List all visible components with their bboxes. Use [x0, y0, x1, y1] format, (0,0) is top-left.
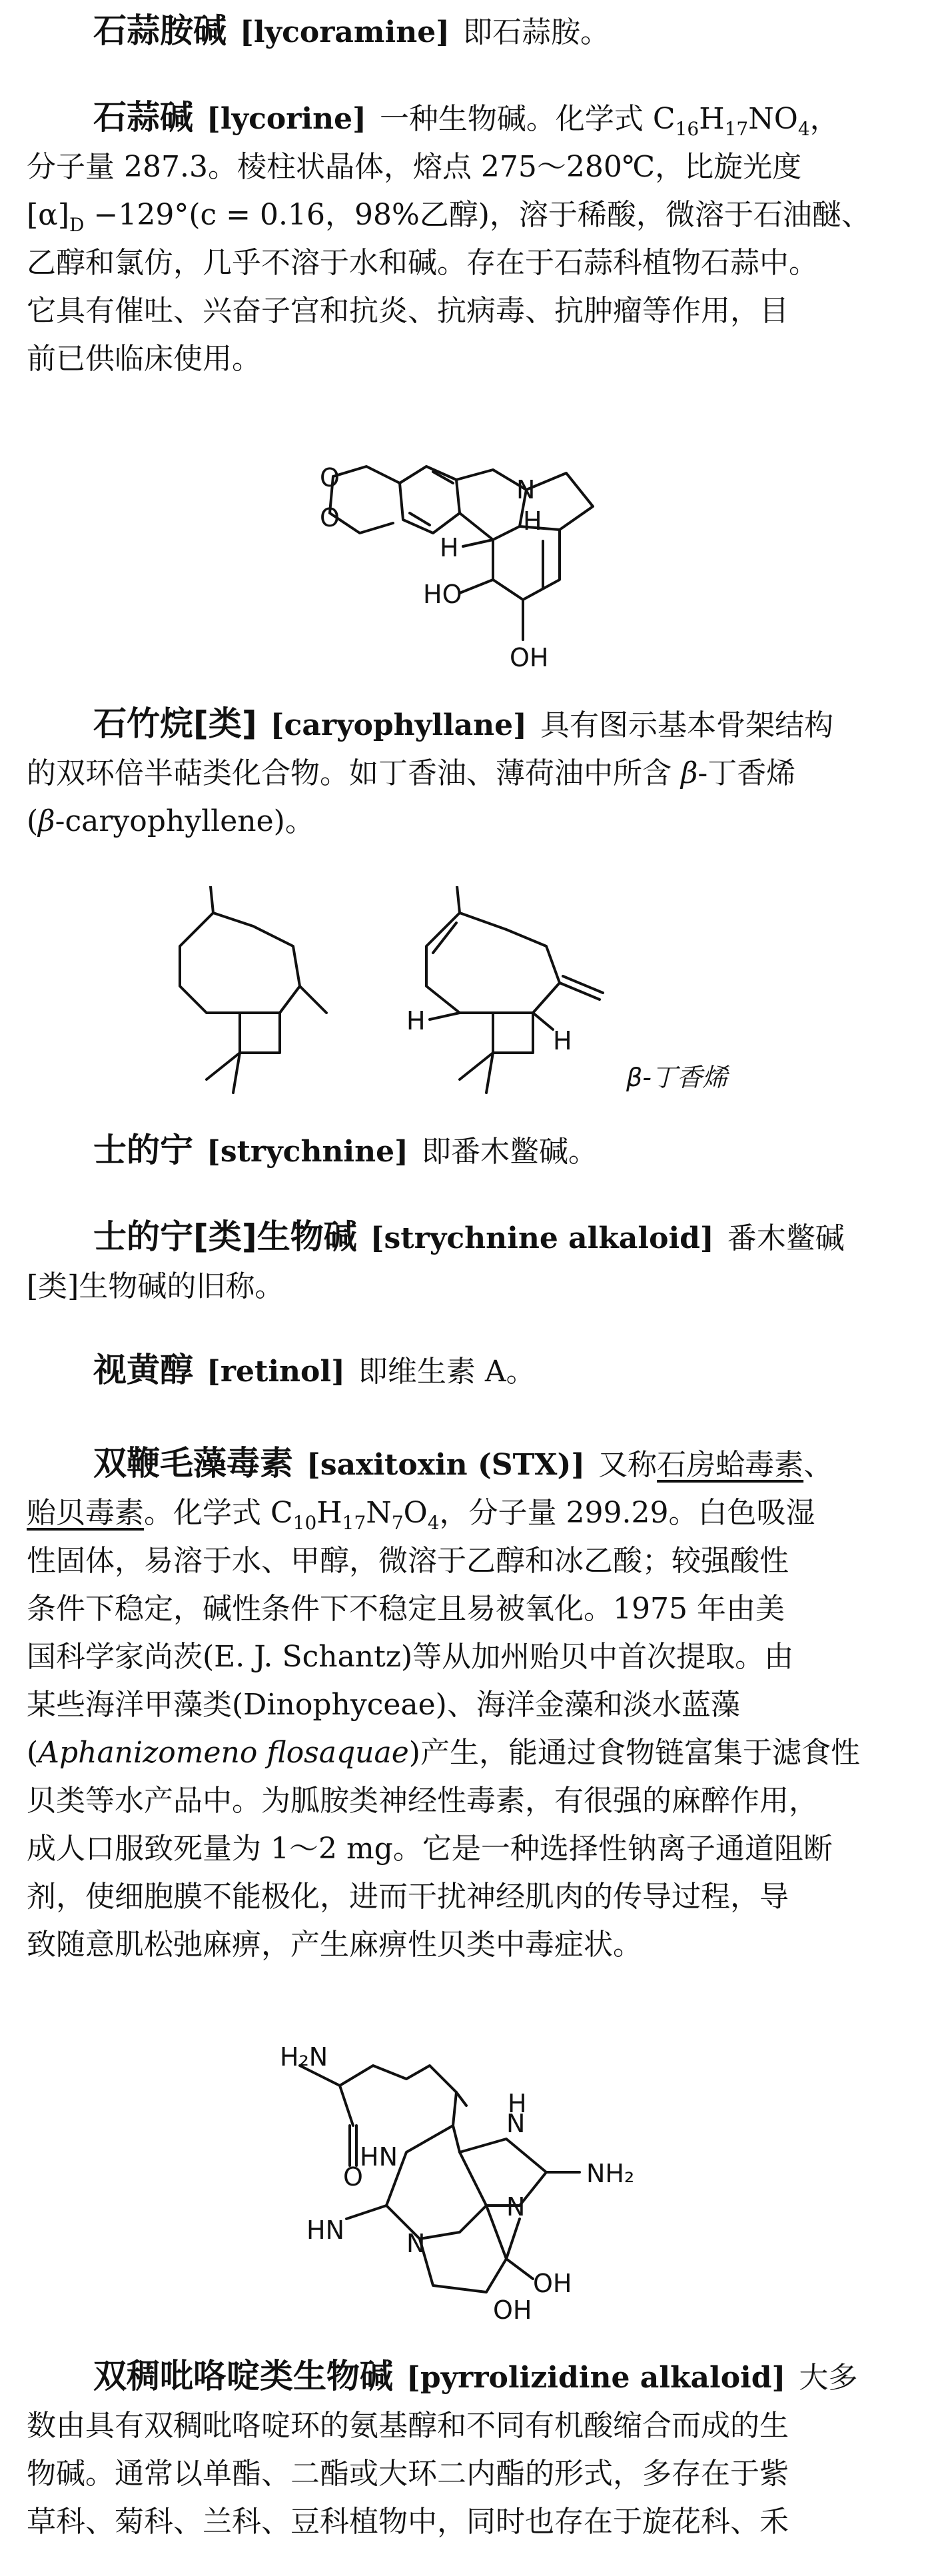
nitrogen-label: N: [506, 2109, 526, 2138]
entry-retinol: 视黄醇 [retinol] 即维生素 A。: [93, 1351, 536, 1389]
hydroxyl-label: OH: [493, 2295, 532, 2325]
hydroxyl-label: OH: [510, 643, 549, 672]
hydrogen-label: H: [508, 2089, 527, 2118]
caryophyllane-structures: [160, 886, 799, 1106]
entry-strychnine: 士的宁 [strychnine] 即番木鳖碱。: [93, 1131, 598, 1169]
hydroxyl-label: HO: [423, 580, 462, 609]
amine-label: HN: [360, 2142, 398, 2172]
nitrogen-label: N: [506, 2192, 526, 2222]
english-term: [strychnine]: [207, 1135, 408, 1169]
english-term: [strychnine alkaloid]: [370, 1221, 714, 1255]
english-term: [saxitoxin (STX)]: [306, 1448, 586, 1482]
headword: 士的宁[类]生物碱: [93, 1217, 357, 1256]
entry-lycorine: 石蒜碱 [lycorine] 一种生物碱。化学式 $C_{16}H_{17}NO_4$， 分子量 287.3。棱柱状晶体，熔点 275～280℃，比旋光度 $[\alpha]_D -129^\circ(c = 0.16$，98%乙醇)，溶于稀酸，微溶于石油醚、 乙醇和氯仿，几乎不溶于水和碱。存在于石蒜科植物石蒜中。 它具有催吐、兴奋子宫和抗炎、抗病毒、抗肿瘤等作用，目 前已供临床使用。: [27, 98, 871, 376]
headword: 石竹烷[类]: [93, 704, 257, 743]
headword: 士的宁: [93, 1131, 193, 1169]
oxygen-label: O: [343, 2162, 363, 2192]
hydrogen-label: H: [406, 1006, 426, 1035]
entry-pyrrolizidine-alkaloid: 双稠吡咯啶类生物碱 [pyrrolizidine alkaloid] 大多 数由具有双稠吡咯啶环的氨基醇和不同有机酸缩合而成的生 物碱。通常以单酯、二酯或大环二内酯的形式，多存在于紫 草科、菊科、兰科、豆科植物中，同时也存在于旋花科、禾: [27, 2357, 858, 2539]
headword: 石蒜碱: [93, 98, 193, 137]
oxygen-label: O: [320, 463, 340, 492]
definition: 即石蒜胺。: [463, 15, 610, 49]
hydrogen-label: H: [553, 1026, 572, 1055]
compound-caption: β-丁香烯: [626, 1063, 727, 1092]
nitrogen-label: N: [406, 2229, 426, 2258]
english-term: [caryophyllane]: [270, 708, 527, 742]
oxygen-label: O: [320, 503, 340, 532]
english-term: [pyrrolizidine alkaloid]: [406, 2361, 786, 2395]
entry-lycoramine: [27, 7, 899, 57]
nitrogen-label: N: [516, 475, 536, 504]
amino-label: H₂N: [280, 2042, 328, 2072]
english-term: [lycoramine]: [240, 15, 450, 49]
headword: 双稠吡咯啶类生物碱: [93, 2357, 393, 2395]
amino-label: NH₂: [586, 2159, 635, 2188]
english-term: [lycorine]: [207, 102, 366, 136]
entry-caryophyllane: 石竹烷[类] [caryophyllane] 具有图示基本骨架结构 的双环倍半萜类化合物。如丁香油、薄荷油中所含 β-丁香烯 (β-caryophyllene)。: [27, 704, 833, 838]
hydrogen-label: H: [523, 506, 542, 536]
imine-label: HN: [306, 2216, 344, 2245]
hydrogen-label: H: [440, 533, 459, 562]
hydroxyl-label: OH: [533, 2269, 572, 2298]
headword: 双鞭毛藻毒素: [93, 1444, 293, 1483]
saxitoxin-structure: [266, 2039, 680, 2332]
english-term: [retinol]: [207, 1355, 345, 1389]
entry-saxitoxin: 双鞭毛藻毒素 [saxitoxin (STX)] 又称石房蛤毒素、 贻贝毒素。化学式 $C_{10}H_{17}N_7O_4$，分子量 299.29。白色吸湿 性固体，易溶于水、甲醇，微溶于乙醇和冰乙酸；较强酸性 条件下稳定，碱性条件下不稳定且易被氧化。1975 年由美 国科学家尚茨(E. J. Schantz)等从加州贻贝中首次提取。由 某些海洋甲藻类(Dinophyceae)、海洋金藻和淡水蓝藻 (Aphanizomeno flosaquae)产生，能通过食物链富集于滤食性 贝类等水产品中。为胍胺类神经性毒素，有很强的麻醉作用， 成人口服致死量为 1～2 mg。它是一种选择性钠离子通道阻断 剂，使细胞膜不能极化，进而干扰神经肌肉的传导过程，导 致随意肌松弛麻痹，产生麻痹性贝类中毒症状。: [27, 1444, 860, 1962]
lycorine-structure: [293, 440, 666, 693]
headword: 石蒜胺碱: [93, 11, 227, 50]
entry-strychnine-alkaloid: 士的宁[类]生物碱 [strychnine alkaloid] 番木鳖碱 [类]生物碱的旧称。: [27, 1217, 845, 1303]
headword: 视黄醇: [93, 1351, 193, 1389]
